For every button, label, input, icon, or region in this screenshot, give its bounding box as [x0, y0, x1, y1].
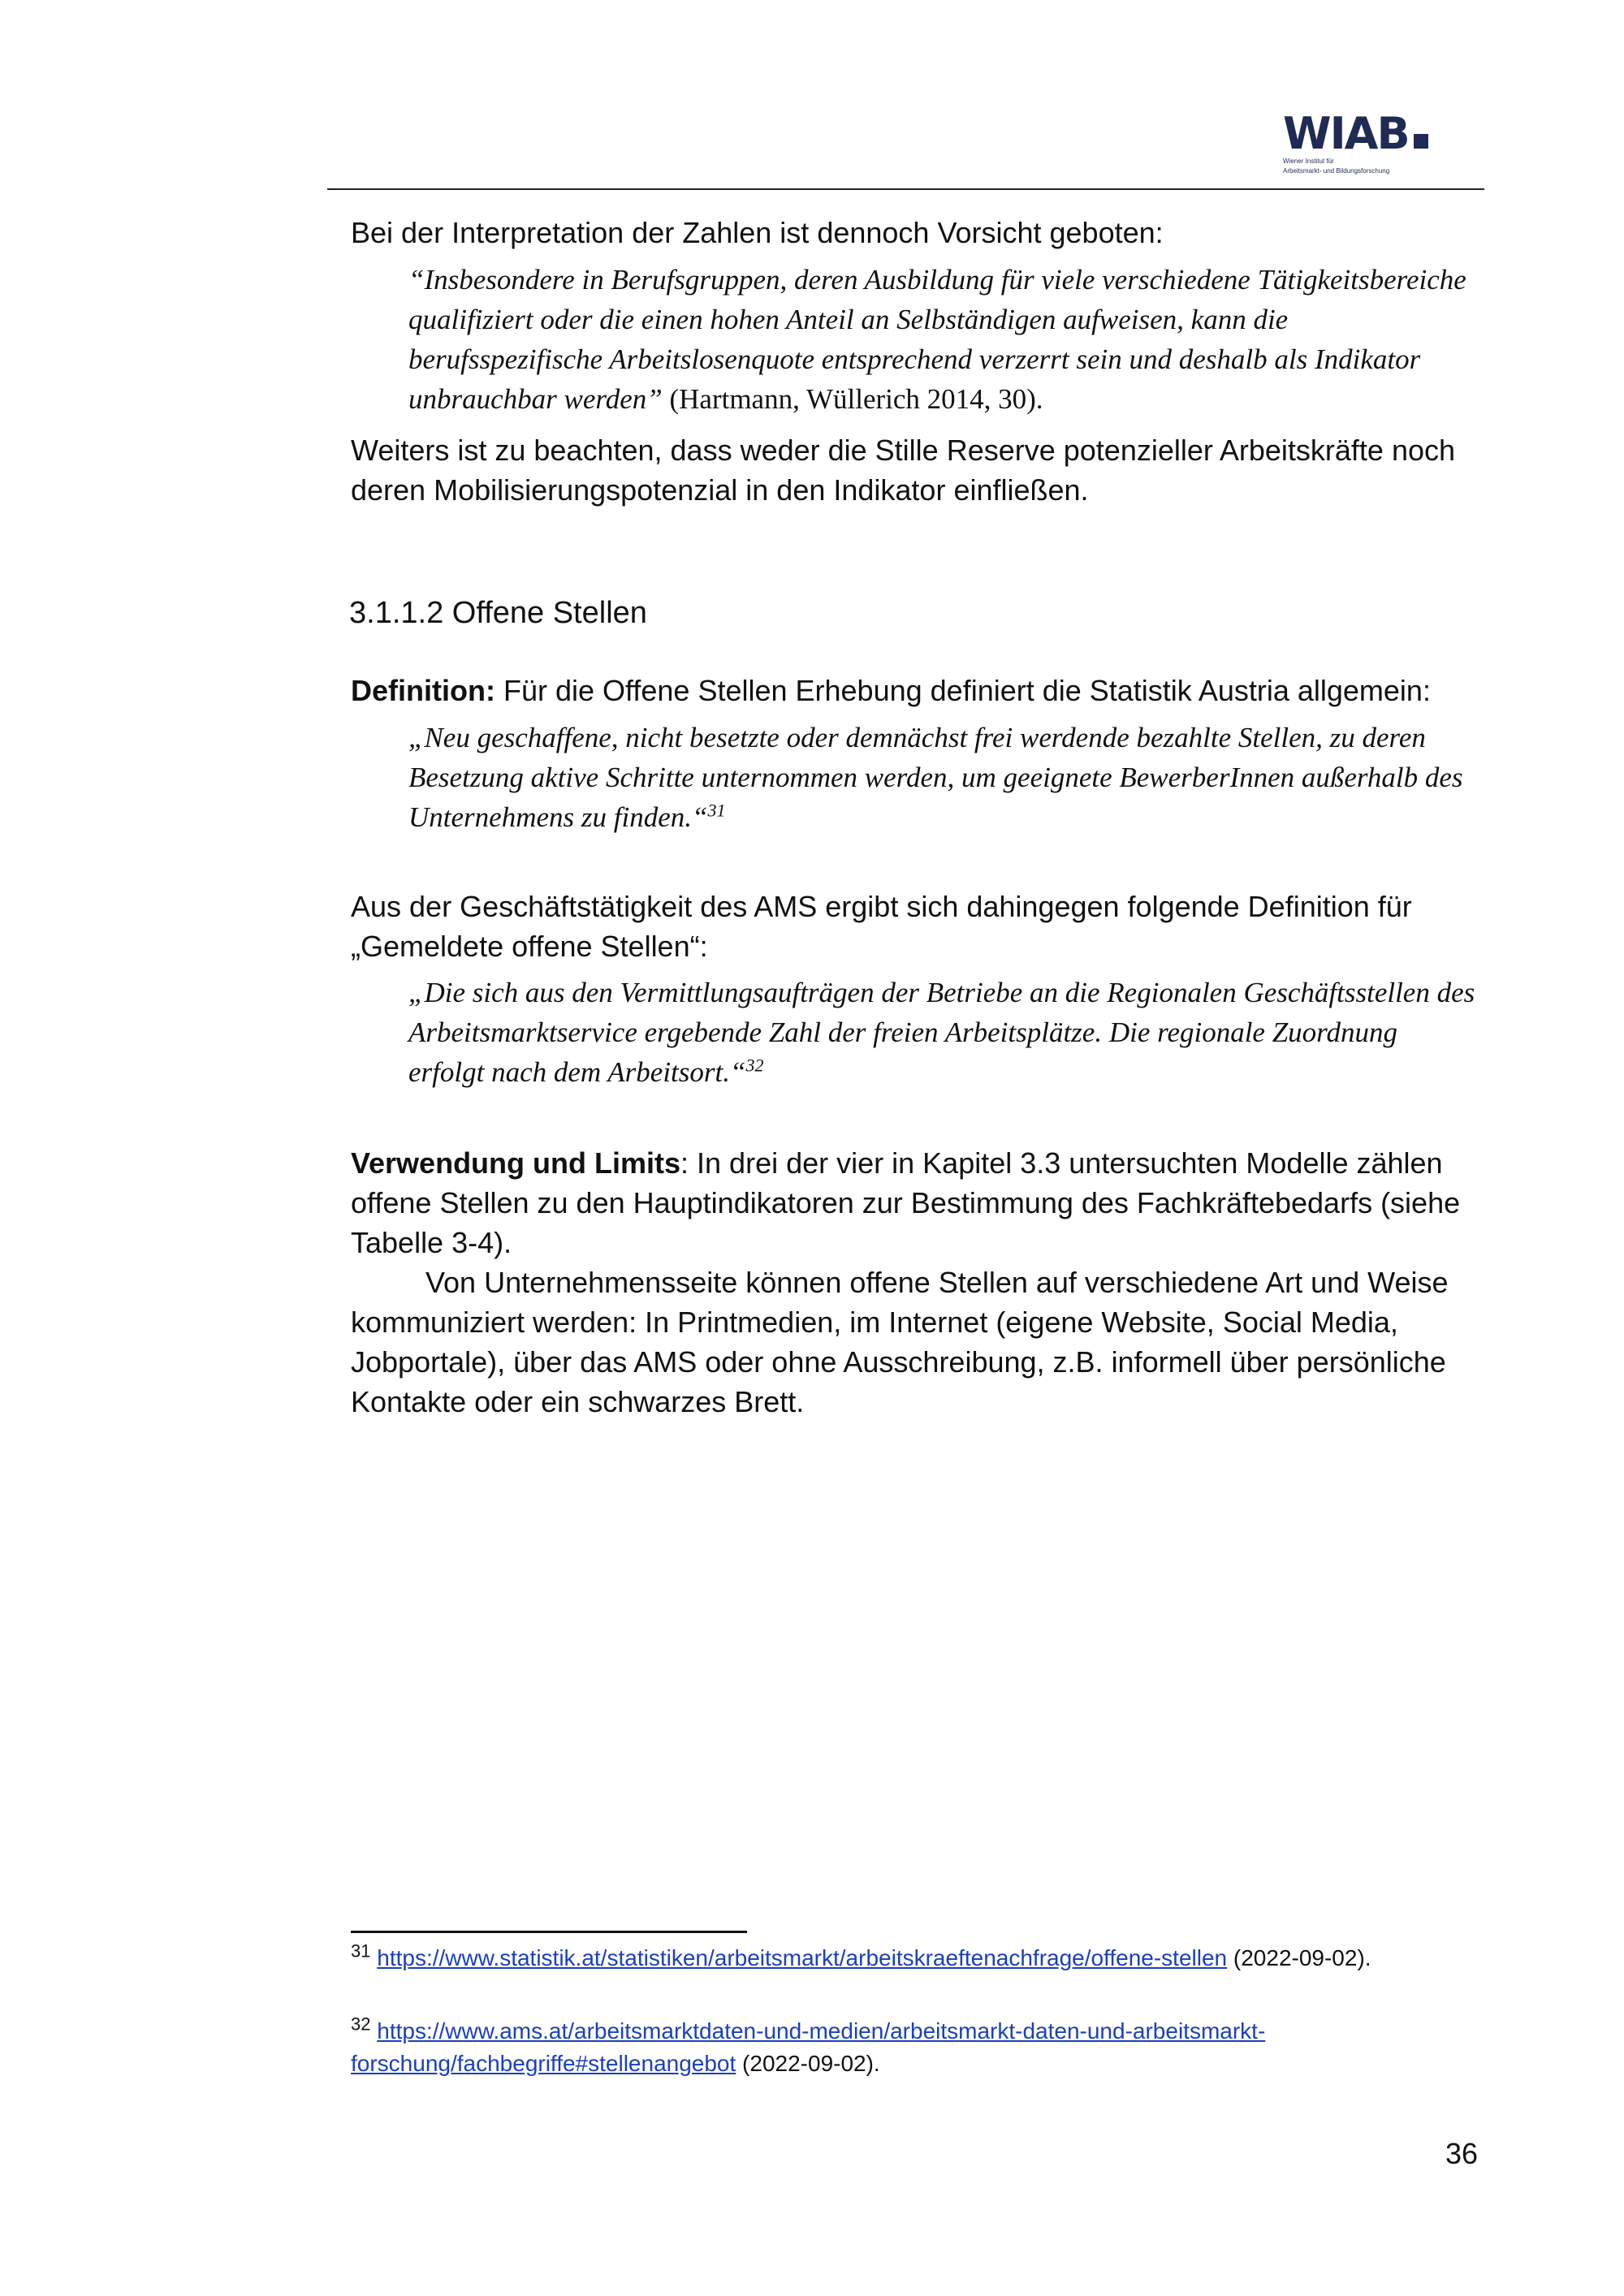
- usage-label: Verwendung und Limits: [351, 1146, 681, 1180]
- quote-hartmann: [408, 260, 1480, 419]
- footnote-divider: [351, 1931, 747, 1933]
- logo-text: WIAB: [1283, 108, 1409, 159]
- paragraph-ams-definition: Aus der Geschäftstätigkeit des AMS ergibt sich dahingegen folgende Definition für „Gemeldete offene Stellen“:: [351, 890, 1412, 963]
- footnote-31-date: (2022-09-02).: [1227, 1945, 1371, 1970]
- wiab-logo: [1283, 108, 1437, 175]
- paragraph-definition: [351, 671, 1481, 710]
- quote-hartmann-text: “Insbesondere in Berufsgruppen, deren Ausbildung für viele verschiedene Tätigkeitsbereiche qualifiziert oder die einen hohen Anteil an Selbständigen aufweisen, kann die berufsspezifische Arbeitslosenquote entsprechend verzerrt sein und deshalb als Indikator unbrauchbar werden”: [408, 264, 1466, 415]
- footnote-32: [351, 2015, 1481, 2080]
- definition-label: Definition:: [351, 674, 495, 707]
- footnote-31-link[interactable]: https://www.statistik.at/statistiken/arbeitsmarkt/arbeitskraeftenachfrage/offene-stellen: [377, 1945, 1228, 1970]
- footnote-32-link[interactable]: https://www.ams.at/arbeitsmarktdaten-und-medien/arbeitsmarkt-daten-und-arbeitsmarkt-forschung/fachbegriffe#stellenangebot: [351, 2018, 1266, 2076]
- quote-statistik-austria: [408, 718, 1480, 837]
- footnote-32-number: 32: [351, 2013, 371, 2035]
- footnote-32-date: (2022-09-02).: [736, 2051, 880, 2076]
- logo-square-icon: [1414, 134, 1428, 149]
- section-heading: 3.1.1.2 Offene Stellen: [349, 596, 647, 630]
- logo-subtitle-line-1: Wiener Institut für: [1283, 158, 1334, 165]
- footnote-ref-32[interactable]: 32: [745, 1055, 764, 1076]
- logo-subtitle-line-2: Arbeitsmarkt- und Bildungsforschung: [1283, 167, 1390, 175]
- quote-ams-text: „Die sich aus den Vermittlungsaufträgen der Betriebe an die Regionalen Geschäftsstellen des Arbeitsmarktservice ergebende Zahl der freien Arbeitsplätze. Die regionale Zuordnung erfolgt nach dem Arbeitsort.“: [408, 977, 1475, 1088]
- paragraph-intro: Bei der Interpretation der Zahlen ist dennoch Vorsicht geboten:: [351, 216, 1164, 249]
- quote-statistik-austria-text: „Neu geschaffene, nicht besetzte oder demnächst frei werdende bezahlte Stellen, zu deren Besetzung aktive Schritte unternommen werden, um geeignete BewerberInnen außerhalb des Unternehmens zu finden.“: [408, 722, 1463, 833]
- footnote-31-number: 31: [351, 1940, 371, 1962]
- paragraph-usage-limits: [351, 1143, 1481, 1262]
- header-divider: [327, 188, 1484, 190]
- logo-wordmark: [1283, 108, 1437, 159]
- page-number: 36: [1445, 2137, 1479, 2170]
- usage-text: : In drei der vier in Kapitel 3.3 untersuchten Modelle zählen offene Stellen zu den Hauptindikatoren zur Bestimmung des Fachkräftebedarfs (siehe Tabelle 3-4).: [351, 1146, 1461, 1259]
- definition-text: Für die Offene Stellen Erhebung definiert die Statistik Austria allgemein:: [495, 674, 1431, 707]
- footnote-ref-31[interactable]: 31: [707, 800, 726, 821]
- footnote-31: [351, 1942, 1481, 1974]
- quote-hartmann-citation: (Hartmann, Wüllerich 2014, 30).: [662, 383, 1043, 415]
- paragraph-stille-reserve: Weiters ist zu beachten, dass weder die Stille Reserve potenzieller Arbeitskräfte noch deren Mobilisierungspotenzial in den Indikator einfließen.: [351, 434, 1456, 507]
- quote-ams: [408, 973, 1480, 1092]
- paragraph-communication: Von Unternehmensseite können offene Stellen auf verschiedene Art und Weise kommuniziert werden: In Printmedien, im Internet (eigene Website, Social Media, Jobportale), über das AMS oder ohne Ausschreibung, z.B. informell über persönliche Kontakte oder ein schwarzes Brett.: [351, 1266, 1449, 1418]
